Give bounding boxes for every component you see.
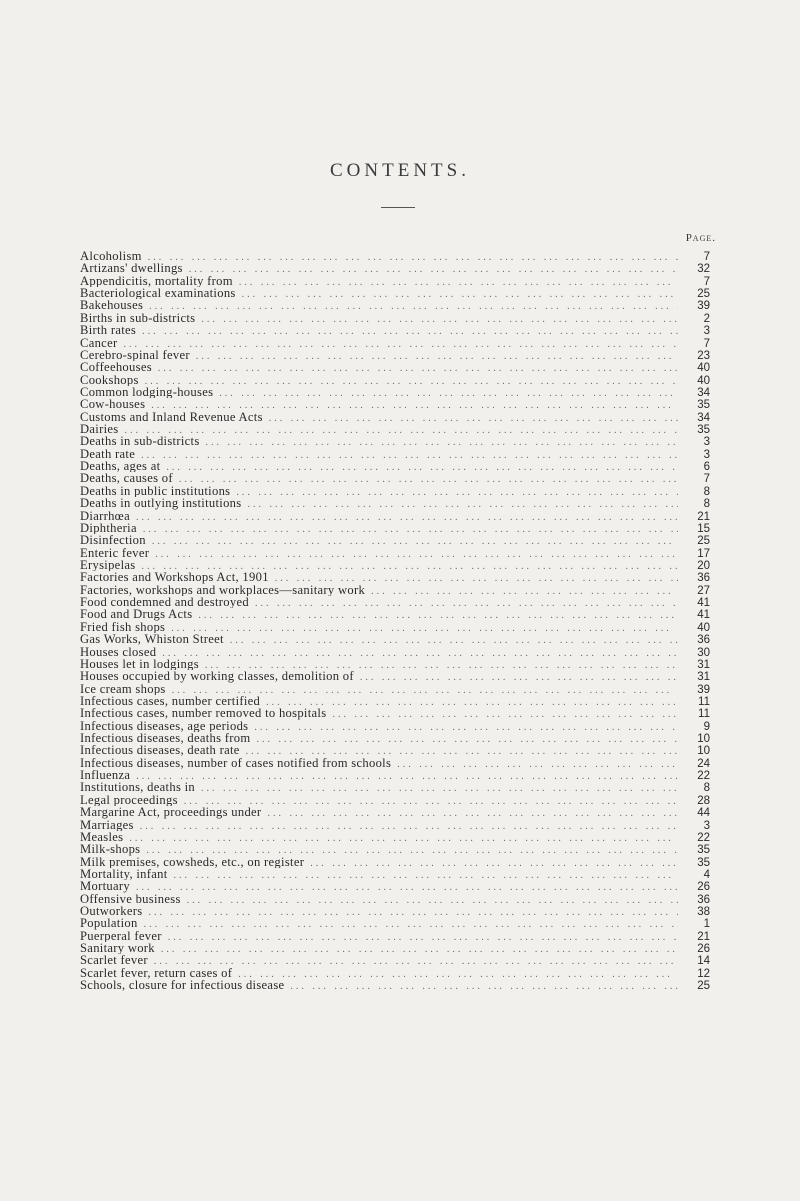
entry-page-number: 32 — [697, 263, 710, 275]
contents-entry — [80, 361, 710, 373]
contents-entry — [80, 299, 710, 311]
dot-leader — [201, 783, 678, 793]
entry-page-number: 6 — [703, 461, 710, 473]
entry-page-number: 39 — [697, 300, 710, 312]
contents-entry — [80, 658, 710, 670]
entry-label: Offensive business — [80, 892, 181, 906]
entry-page-number: 3 — [703, 436, 710, 448]
dot-leader — [171, 623, 678, 633]
entry-page-number: 11 — [698, 695, 710, 708]
contents-entry — [80, 398, 710, 410]
dot-leader — [136, 512, 678, 522]
entry-page-number: 7 — [703, 473, 710, 485]
dot-leader — [144, 919, 678, 929]
entry-page-number: 7 — [703, 275, 710, 288]
dot-leader — [267, 808, 678, 818]
dot-leader — [136, 771, 678, 781]
contents-entry — [80, 744, 710, 756]
contents-entry — [80, 942, 710, 954]
dot-leader — [158, 363, 678, 373]
dot-leader — [154, 956, 678, 966]
entry-page-number: 36 — [697, 893, 710, 906]
entry-page-number: 40 — [697, 362, 710, 374]
dot-leader — [140, 821, 678, 831]
entry-label: Cancer — [80, 336, 118, 349]
entry-label: Dairies — [80, 423, 119, 436]
dot-leader — [290, 981, 678, 991]
contents-entry — [80, 435, 710, 447]
contents-entry — [80, 522, 710, 534]
entry-page-number: 39 — [697, 683, 710, 695]
entry-page-number: 35 — [697, 399, 710, 411]
dot-leader — [145, 376, 678, 386]
contents-entry — [80, 856, 710, 868]
entry-label: Legal proceedings — [80, 793, 178, 807]
entry-label: Artizans' dwellings — [80, 262, 183, 275]
contents-entry — [80, 584, 710, 596]
entry-page-number: 25 — [697, 980, 710, 992]
entry-label: Disinfection — [80, 534, 146, 547]
entry-label: Deaths in public institutions — [80, 484, 231, 498]
contents-entry — [80, 781, 710, 793]
dot-leader — [168, 932, 678, 942]
dot-leader — [256, 734, 678, 744]
contents-entry — [80, 472, 710, 484]
contents-entry — [80, 510, 710, 522]
entry-label: Scarlet fever — [80, 954, 148, 967]
entry-label: Food condemned and destroyed — [80, 596, 249, 609]
contents-entry — [80, 547, 710, 559]
dot-leader — [155, 549, 678, 559]
dot-leader — [371, 586, 678, 596]
entry-page-number: 21 — [697, 930, 710, 943]
dot-leader — [360, 672, 678, 682]
contents-entry — [80, 423, 710, 435]
contents-entry — [80, 312, 710, 324]
contents-entry — [80, 905, 710, 917]
dot-leader — [174, 870, 678, 880]
entry-page-number: 27 — [697, 584, 710, 597]
contents-entry — [80, 571, 710, 583]
contents-entry — [80, 930, 710, 942]
dot-leader — [219, 388, 678, 398]
entry-label: Mortuary — [80, 880, 130, 893]
entry-label: Deaths in outlying institutions — [80, 497, 242, 510]
dot-leader — [397, 759, 678, 769]
dot-leader — [239, 277, 678, 287]
entry-page-number: 20 — [697, 559, 710, 572]
contents-entry — [80, 819, 710, 831]
entry-label: Erysipelas — [80, 558, 136, 572]
contents-entry — [80, 386, 710, 398]
entry-page-number: 41 — [697, 609, 710, 621]
entry-page-number: 23 — [697, 349, 710, 362]
entry-label: Coffeehouses — [80, 361, 152, 374]
entry-label: Milk-shops — [80, 843, 141, 856]
entry-label: Factories and Workshops Act, 1901 — [80, 571, 269, 584]
dot-leader — [205, 660, 678, 670]
contents-entry — [80, 349, 710, 361]
entry-label: Population — [80, 917, 138, 930]
dot-leader — [206, 437, 678, 447]
contents-entry — [80, 979, 710, 991]
title-divider — [381, 207, 415, 208]
entry-label: Puerperal fever — [80, 929, 162, 943]
contents-entry — [80, 757, 710, 769]
dot-leader — [310, 858, 678, 868]
entry-page-number: 10 — [697, 745, 710, 757]
entry-page-number: 8 — [703, 782, 710, 794]
dot-leader — [161, 944, 678, 954]
dot-leader — [247, 499, 678, 509]
entry-label: Infectious diseases, number of cases notified from schools — [80, 756, 392, 770]
contents-entry — [80, 485, 710, 497]
entry-label: Infectious cases, number removed to hospitals — [80, 707, 327, 720]
contents-entry — [80, 707, 710, 719]
dot-leader — [141, 450, 678, 460]
entry-label: Scarlet fever, return cases of — [80, 966, 233, 980]
contents-entry — [80, 967, 710, 979]
dot-leader — [162, 648, 678, 658]
dot-leader — [151, 400, 678, 410]
dot-leader — [123, 339, 678, 349]
entry-page-number: 4 — [703, 868, 710, 881]
entry-page-number: 44 — [697, 807, 710, 819]
contents-entry — [80, 497, 710, 509]
contents-entry — [80, 695, 710, 707]
entry-page-number: 31 — [697, 658, 710, 671]
dot-leader — [172, 685, 678, 695]
dot-leader — [149, 301, 678, 311]
entry-page-number: 14 — [697, 955, 710, 967]
contents-entry — [80, 608, 710, 620]
entry-page-number: 40 — [697, 374, 710, 386]
entry-label: Birth rates — [80, 324, 137, 337]
dot-leader — [124, 425, 678, 435]
entry-label: Births in sub-districts — [80, 311, 196, 325]
entry-label: Margarine Act, proceedings under — [80, 806, 262, 819]
entry-label: Factories, workshops and workplaces—sanitary work — [80, 583, 366, 597]
entry-label: Infectious diseases, death rate — [80, 744, 240, 757]
entry-page-number: 24 — [697, 757, 710, 770]
dot-leader — [148, 907, 678, 917]
entry-label: Sanitary work — [80, 942, 155, 955]
entry-page-number: 22 — [697, 770, 710, 782]
entry-label: Death rate — [80, 447, 136, 461]
dot-leader — [230, 635, 678, 645]
entry-label: Bacteriological examinations — [80, 287, 236, 300]
entry-label: Outworkers — [80, 905, 143, 918]
entry-label: Deaths, ages at — [80, 460, 161, 473]
entry-label: Measles — [80, 830, 124, 844]
contents-entry — [80, 868, 710, 880]
entry-label: Houses occupied by working classes, demolition of — [80, 670, 354, 683]
entry-label: Schools, closure for infectious disease — [80, 979, 285, 992]
entry-page-number: 36 — [697, 634, 710, 646]
contents-entry — [80, 287, 710, 299]
entry-label: Food and Drugs Acts — [80, 608, 193, 621]
entry-label: Customs and Inland Revenue Acts — [80, 410, 263, 424]
entry-label: Appendicitis, mortality from — [80, 274, 233, 288]
contents-entry — [80, 843, 710, 855]
entry-label: Gas Works, Whiston Street — [80, 633, 224, 646]
entry-page-number: 35 — [697, 844, 710, 856]
entry-page-number: 31 — [697, 671, 710, 683]
dot-leader — [142, 326, 678, 336]
dot-leader — [266, 697, 678, 707]
contents-entry — [80, 646, 710, 658]
entry-page-number: 1 — [703, 918, 710, 930]
dot-leader — [146, 845, 678, 855]
contents-entry — [80, 732, 710, 744]
dot-leader — [136, 882, 678, 892]
contents-entry — [80, 460, 710, 472]
entry-label: Marriages — [80, 818, 134, 831]
entry-page-number: 25 — [697, 288, 710, 300]
entry-page-number: 11 — [698, 708, 710, 720]
entry-page-number: 41 — [697, 597, 710, 609]
entry-page-number: 26 — [697, 881, 710, 893]
entry-page-number: 8 — [703, 498, 710, 510]
dot-leader — [255, 598, 678, 608]
entry-page-number: 3 — [703, 448, 710, 461]
dot-leader — [148, 252, 678, 262]
entry-label: Infectious diseases, age periods — [80, 719, 249, 733]
contents-entry — [80, 411, 710, 423]
entry-page-number: 3 — [703, 325, 710, 337]
entry-label: Mortality, infant — [80, 867, 168, 881]
contents-entry — [80, 880, 710, 892]
contents-entry — [80, 670, 710, 682]
entry-page-number: 25 — [697, 535, 710, 547]
entry-label: Fried fish shops — [80, 620, 166, 634]
contents-entry — [80, 893, 710, 905]
entry-label: Houses closed — [80, 645, 157, 658]
contents-entry — [80, 683, 710, 695]
entry-page-number: 30 — [697, 646, 710, 658]
contents-entry — [80, 324, 710, 336]
entry-label: Ice cream shops — [80, 682, 166, 695]
dot-leader — [242, 289, 678, 299]
entry-page-number: 15 — [697, 522, 710, 535]
contents-entry — [80, 262, 710, 274]
entry-label: Common lodging-houses — [80, 385, 214, 399]
contents-entry — [80, 337, 710, 349]
dot-leader — [187, 895, 678, 905]
entry-page-number: 35 — [697, 856, 710, 868]
contents-list — [80, 250, 710, 992]
entry-label: Infectious diseases, deaths from — [80, 732, 251, 745]
entry-page-number: 28 — [697, 794, 710, 807]
entry-page-number: 34 — [697, 386, 710, 399]
dot-leader — [179, 474, 678, 484]
dot-leader — [246, 746, 678, 756]
entry-label: Cerebro-spinal fever — [80, 348, 190, 362]
entry-page-number: 7 — [703, 251, 710, 263]
entry-page-number: 10 — [697, 733, 710, 745]
contents-entry — [80, 720, 710, 732]
contents-entry — [80, 374, 710, 386]
contents-entry — [80, 596, 710, 608]
entry-label: Alcoholism — [80, 250, 142, 263]
page-column-header: Page. — [685, 232, 716, 244]
contents-entry — [80, 534, 710, 546]
dot-leader — [184, 796, 678, 806]
entry-page-number: 35 — [697, 424, 710, 436]
entry-label: Deaths, causes of — [80, 472, 173, 485]
contents-entry — [80, 275, 710, 287]
entry-page-number: 21 — [697, 510, 710, 522]
entry-page-number: 2 — [703, 312, 710, 325]
entry-page-number: 38 — [697, 906, 710, 918]
entry-page-number: 12 — [697, 967, 710, 980]
entry-label: Milk premises, cowsheds, etc., on register — [80, 855, 305, 868]
dot-leader — [143, 524, 678, 534]
dot-leader — [166, 462, 678, 472]
entry-label: Infectious cases, number certified — [80, 694, 261, 708]
page-title: CONTENTS. — [330, 160, 470, 181]
dot-leader — [129, 833, 678, 843]
contents-entry — [80, 917, 710, 929]
contents-entry — [80, 769, 710, 781]
entry-page-number: 17 — [697, 547, 710, 559]
entry-page-number: 34 — [697, 411, 710, 424]
entry-label: Institutions, deaths in — [80, 781, 195, 794]
entry-page-number: 9 — [703, 720, 710, 733]
entry-page-number: 22 — [697, 831, 710, 844]
dot-leader — [189, 264, 678, 274]
entry-label: Cookshops — [80, 373, 139, 386]
dot-leader — [254, 722, 678, 732]
dot-leader — [238, 969, 678, 979]
entry-page-number: 40 — [697, 621, 710, 634]
dot-leader — [196, 351, 678, 361]
dot-leader — [152, 536, 678, 546]
entry-label: Deaths in sub-districts — [80, 435, 200, 448]
entry-page-number: 26 — [697, 943, 710, 955]
entry-page-number: 8 — [703, 485, 710, 498]
entry-label: Diphtheria — [80, 521, 137, 535]
dot-leader — [269, 413, 678, 423]
contents-entry — [80, 250, 710, 262]
dot-leader — [275, 573, 678, 583]
entry-label: Bakehouses — [80, 299, 144, 312]
entry-label: Cow-houses — [80, 398, 146, 411]
entry-page-number: 36 — [697, 572, 710, 584]
entry-label: Diarrhœa — [80, 509, 130, 522]
dot-leader — [201, 314, 678, 324]
contents-entry — [80, 954, 710, 966]
dot-leader — [141, 561, 678, 571]
contents-entry — [80, 806, 710, 818]
contents-entry — [80, 621, 710, 633]
entry-page-number: 7 — [703, 337, 710, 349]
entry-label: Influenza — [80, 769, 131, 782]
entry-label: Enteric fever — [80, 546, 150, 559]
contents-entry — [80, 831, 710, 843]
dot-leader — [198, 610, 678, 620]
contents-entry — [80, 448, 710, 460]
dot-leader — [332, 709, 678, 719]
entry-page-number: 3 — [703, 819, 710, 831]
contents-entry — [80, 633, 710, 645]
dot-leader — [236, 487, 678, 497]
contents-entry — [80, 559, 710, 571]
entry-label: Houses let in lodgings — [80, 657, 199, 671]
contents-entry — [80, 794, 710, 806]
